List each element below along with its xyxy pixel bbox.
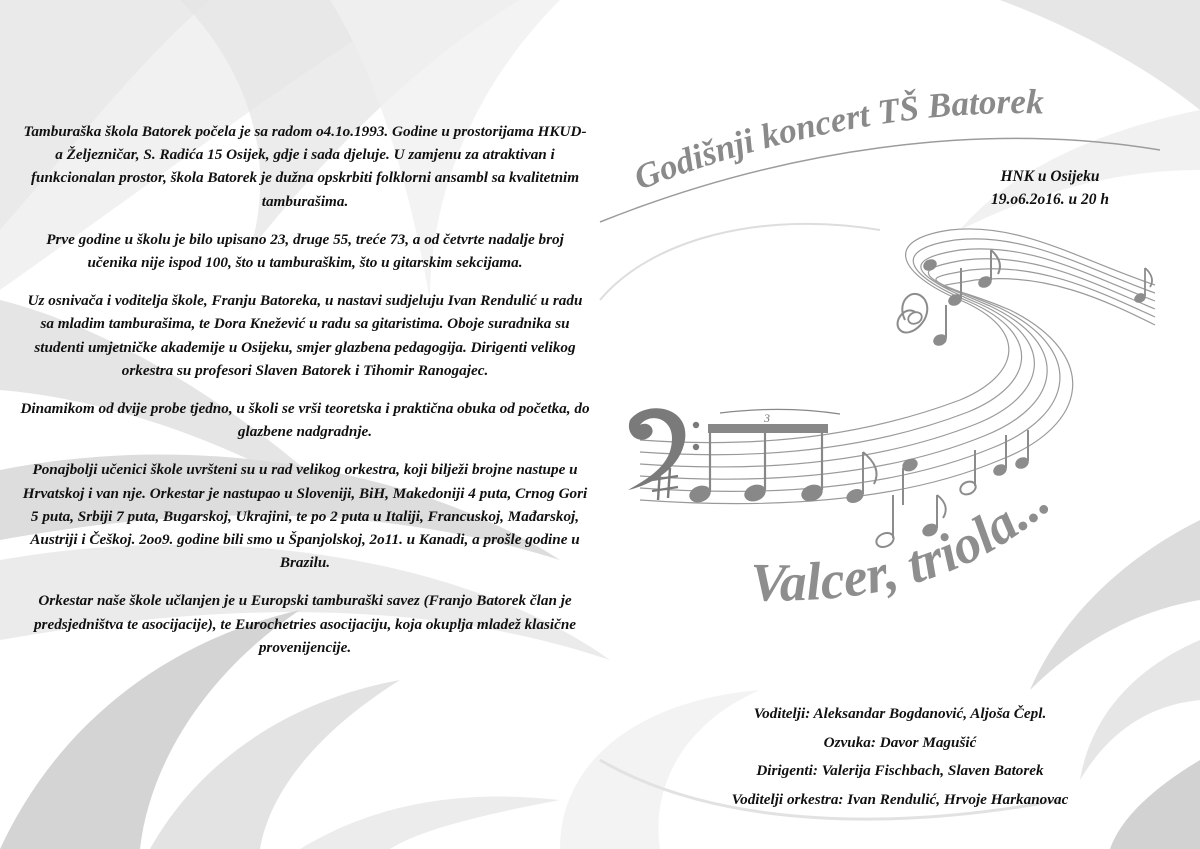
credits — [690, 700, 1110, 814]
date-time: 19.o6.2o16. u 20 h — [991, 191, 1109, 208]
credit-orchestra-leaders: Voditelji orkestra: Ivan Rendulić, Hrvoje Harkanovac — [731, 790, 1069, 808]
concert-title: Godišnji koncert TŠ Batorek — [628, 82, 1045, 198]
triplet-mark: 3 — [764, 411, 770, 425]
venue: HNK u Osijeku — [1000, 168, 1100, 185]
paragraph: Uz osnivača i voditelja škole, Franju Batoreka, u nastavi sudjeluju Ivan Rendulić u radu sa mladim tamburašima, te Dora Knežević u radu sa gitaristima. Oboje suradnika su studenti umjetničke akademije u Osijeku, smjer glazbena pedagogija. Dirigenti velikog orkestra su profesori Slaven Batorek i Tihomir Ranogajec. — [27, 292, 583, 379]
credit-sound: Ozvuka: Davor Magušić — [823, 733, 977, 751]
paragraph: Dinamikom od dvije probe tjedno, u školi se vrši teoretska i praktična obuka od početka, do glazbene nadgradnje. — [20, 400, 590, 441]
slogan: Valcer, triola... — [749, 470, 1061, 613]
credit-conductors: Dirigenti: Valerija Fischbach, Slaven Batorek — [756, 762, 1044, 779]
paragraph: Prve godine u školu je bilo upisano 23, druge 55, treće 73, a od četvrte nadalje broj učenika nije ispod 100, što u tamburaškim, što u gitarskim sekcijama. — [46, 230, 564, 272]
credit-hosts: Voditelji: Aleksandar Bogdanović, Aljoša Čepl. — [753, 705, 1047, 722]
venue-block — [960, 165, 1140, 211]
paragraph: Ponajbolji učenici škole uvršteni su u rad velikog orkestra, koji bilježi brojne nastupe u Hrvatskoj i van nje. Orkestar je nastupao u Sloveniji, BiH, Makedoniji 4 puta, Crnog Gori 5 puta, Srbiji 7 puta, Bugarskoj, Ukrajini, te po 2 puta u Italiji, Francuskoj, Mađarskoj, Austriji i Češkoj. 2oo9. godine bili smo u Španjolskoj, 2o11. u Kanadi, a prošle godine u Brazilu. — [22, 461, 588, 572]
staff-lines — [640, 229, 1155, 504]
paragraph: Orkestar naše škole učlanjen je u Europski tamburaški savez (Franjo Batorek član je predsjedništva te asocijacije), te Eurochetries asocijaciju, koja okuplja mladež klasične provenijencije. — [33, 592, 577, 656]
school-history — [20, 120, 590, 674]
paragraph: Tamburaška škola Batorek počela je sa radom o4.1o.1993. Godine u prostorijama HKUD-a Željezničar, S. Radića 15 Osijek, gdje i sada djeluje. U zamjenu za atraktivan i funkcionalan prostor, škola Batorek je dužna opskrbiti folklorni ansambl sa kvalitetnim tamburašima. — [23, 123, 587, 210]
